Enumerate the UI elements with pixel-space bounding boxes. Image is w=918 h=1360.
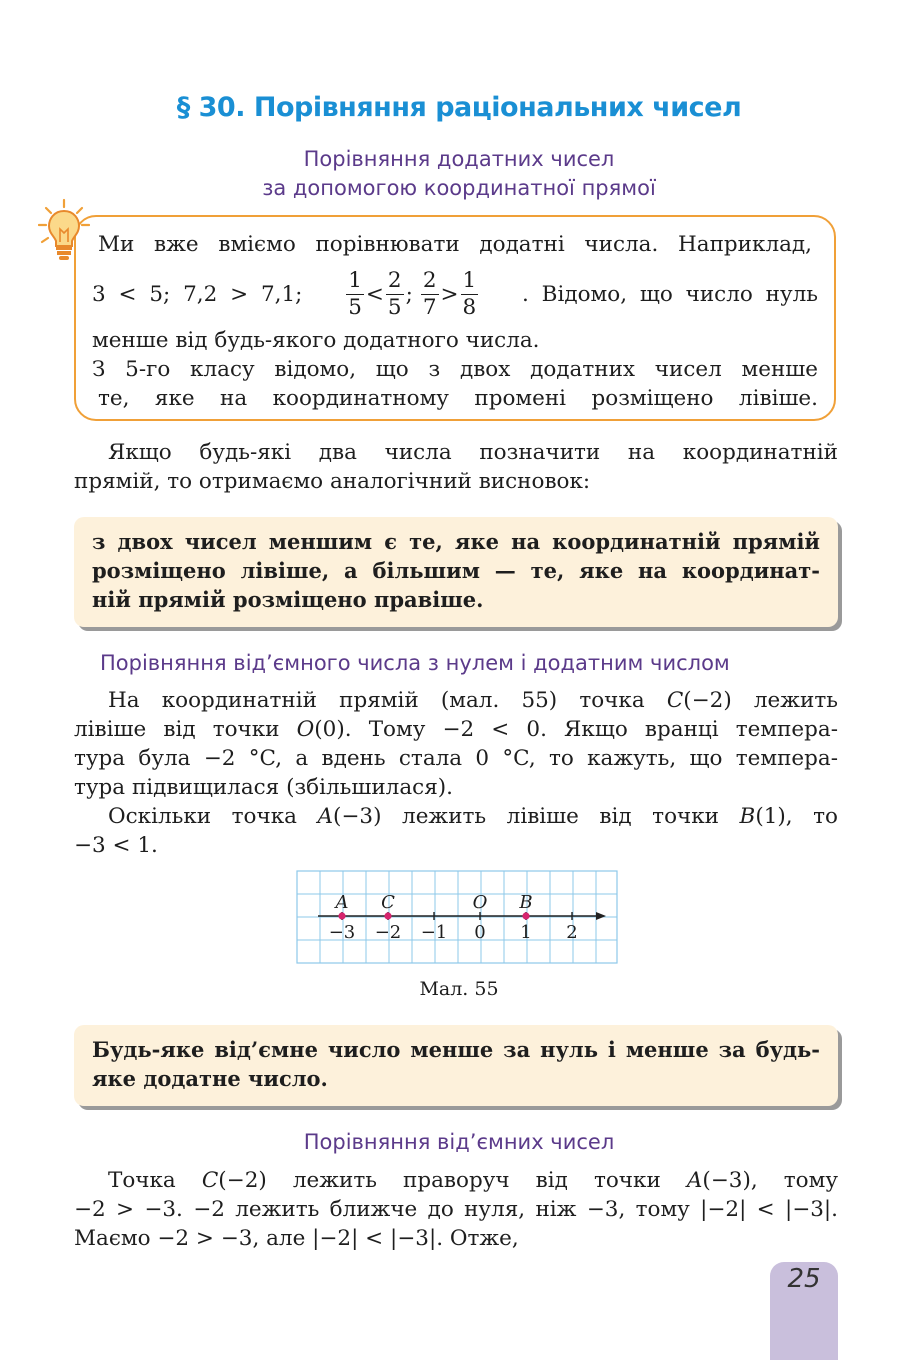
intro-line-2	[92, 262, 818, 326]
page-number: 25	[787, 1264, 821, 1294]
para3-line-3: Маємо −2 > −3, але |−2| < |−3|. Отже,	[74, 1226, 519, 1251]
rule1-line-2: розміщено лівіше, а більшим — те, яке на координат-	[92, 558, 820, 583]
rule1-line-3: ній прямій розміщено правіше.	[92, 587, 484, 612]
para2-line-2: лівіше від точки O(0). Тому −2 < 0. Якщо вранці темпера-	[74, 717, 838, 742]
intro-line-5: те, яке на координатному промені розміщено лівіше.	[98, 386, 818, 411]
tick-label: 2	[566, 922, 578, 943]
tick-label: −3	[328, 922, 356, 943]
number-line-figure	[296, 870, 618, 964]
greater-sign: >	[440, 281, 459, 307]
subtitle-line-1: Порівняння додатних чисел	[303, 147, 615, 171]
para2-line-1: На координатній прямій (мал. 55) точка C(−2) лежить	[108, 688, 838, 713]
point-label: B	[519, 892, 533, 913]
para1-line-1: Якщо будь-які два числа позначити на координатній	[108, 440, 838, 465]
fraction-2-5: $\frac{2}{5}$	[387, 267, 402, 320]
para2-line-5: Оскільки точка A(−3) лежить лівіше від точки B(1), то	[108, 804, 839, 829]
rule2-line-1: Будь-яке від’ємне число менше за нуль і менше за будь-	[92, 1037, 820, 1062]
rule-box-2	[74, 1025, 838, 1106]
para2-line-6: −3 < 1.	[74, 833, 158, 858]
intro-line-1: Ми вже вміємо порівнювати додатні числа. Наприклад,	[98, 232, 812, 257]
less-sign: <	[365, 281, 384, 307]
page-title: § 30. Порівняння раціональних чисел	[176, 92, 742, 123]
para2-line-4: тура підвищилася (збільшилася).	[74, 775, 453, 800]
tick-label: 0	[474, 922, 486, 943]
intro-line-3: менше від будь-якого додатного числа.	[92, 328, 540, 353]
tick-label: −1	[420, 922, 448, 943]
lightbulb-icon	[38, 198, 90, 264]
section-heading-2: Порівняння від’ємного числа з нулем і додатним числом	[100, 651, 730, 675]
para1-line-2: прямій, то отримаємо аналогічний висновок:	[74, 469, 591, 494]
point-label: O	[472, 892, 488, 913]
intro-line-2-tail: . Відомо, що число нуль	[522, 281, 818, 307]
intro-examples: 3 < 5; 7,2 > 7,1;	[92, 281, 303, 307]
intro-line-4: З 5-го класу відомо, що з двох додатних чисел менше	[92, 357, 818, 382]
subtitle-line-2: за допомогою координатної прямої	[262, 176, 656, 200]
para3-line-2: −2 > −3. −2 лежить ближче до нуля, ніж −3, тому |−2| < |−3|.	[74, 1197, 838, 1222]
rule1-line-1: з двох чисел меншим є те, яке на координатній прямій	[92, 529, 820, 554]
fraction-1-8: $\frac{1}{8}$	[462, 267, 477, 320]
fraction-2-7: $\frac{2}{7}$	[422, 267, 437, 320]
rule-box-1	[74, 517, 838, 627]
point-label: A	[335, 892, 349, 913]
para2-line-3: тура була −2 °C, а вдень стала 0 °C, то кажуть, що темпера-	[74, 746, 838, 771]
point-marker	[338, 912, 345, 919]
point-marker	[522, 912, 529, 919]
tick-label: 1	[520, 922, 532, 943]
rule2-line-2: яке додатне число.	[92, 1066, 328, 1091]
point-label: C	[381, 892, 395, 913]
fraction-1-5: $\frac{1}{5}$	[348, 267, 362, 320]
section-heading-3: Порівняння від’ємних чисел	[303, 1130, 615, 1154]
figure-caption: Мал. 55	[419, 978, 499, 1000]
point-marker	[384, 912, 391, 919]
separator: ;	[405, 281, 413, 307]
para3-line-1: Точка C(−2) лежить праворуч від точки A(−3), тому	[108, 1168, 838, 1193]
axis-arrow	[596, 912, 606, 920]
tick-label: −2	[374, 922, 402, 943]
